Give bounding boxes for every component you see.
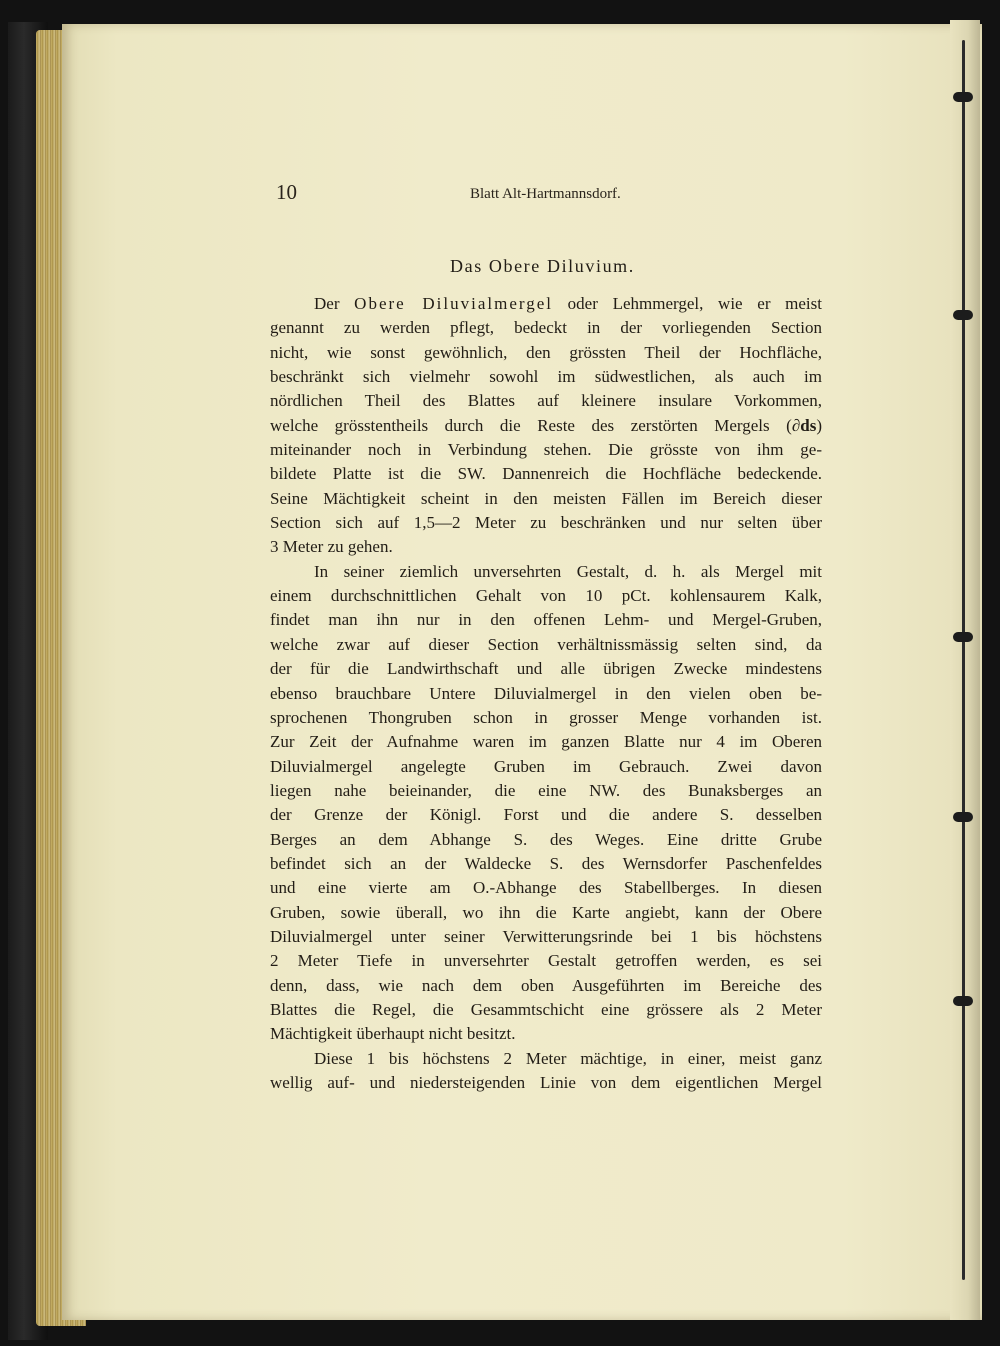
text-line: Mächtigkeit überhaupt nicht besitzt. bbox=[270, 1024, 516, 1044]
text-line: Gruben, sowie überall, wo ihn die Karte angiebt, kann der Obere bbox=[270, 902, 822, 922]
text-line: Berges an dem Abhange S. des Weges. Eine dritte Grube bbox=[270, 829, 822, 849]
text-line: 3 Meter zu gehen. bbox=[270, 537, 393, 557]
body-text bbox=[270, 292, 822, 1095]
binding-knot bbox=[953, 92, 973, 102]
text-line: ebenso brauchbare Untere Diluvialmergel in den vielen oben be- bbox=[270, 683, 822, 703]
running-title: Blatt Alt-Hartmannsdorf. bbox=[470, 186, 621, 202]
text-line: bildete Platte ist die SW. Dannenreich die Hochfläche bedeckende. bbox=[270, 464, 822, 484]
text-line: nicht, wie sonst gewöhnlich, den grössten Theil der Hochfläche, bbox=[270, 342, 822, 362]
text-fragment: ) bbox=[816, 415, 822, 435]
text-line: Seine Mächtigkeit scheint in den meisten Fällen im Bereich dieser bbox=[270, 488, 822, 508]
text-line: genannt zu werden pflegt, bedeckt in der vorliegenden Section bbox=[270, 318, 822, 338]
binding-knot bbox=[953, 310, 973, 320]
binding-knot bbox=[953, 812, 973, 822]
text-line: nördlichen Theil des Blattes auf kleinere insulare Vorkommen, bbox=[270, 391, 822, 411]
text-line: Diluvialmergel unter seiner Verwitterungsrinde bei 1 bis höchstens bbox=[270, 926, 822, 946]
text-line: einem durchschnittlichen Gehalt von 10 pCt. kohlensaurem Kalk, bbox=[270, 586, 822, 606]
text-line: miteinander noch in Verbindung stehen. Die grösste von ihm ge- bbox=[270, 440, 822, 460]
text-line: denn, dass, wie nach dem oben Ausgeführten im Bereiche des bbox=[270, 975, 822, 995]
text-line: Zur Zeit der Aufnahme waren im ganzen Blatte nur 4 im Oberen bbox=[270, 732, 822, 752]
text-line: sprochenen Thongruben schon in grosser Menge vorhanden ist. bbox=[270, 707, 822, 727]
map-symbol: ∂ds bbox=[791, 415, 817, 435]
text-line: In seiner ziemlich unversehrten Gestalt, d. h. als Mergel mit bbox=[314, 561, 822, 581]
text-line: beschränkt sich vielmehr sowohl im südwestlichen, als auch im bbox=[270, 367, 822, 387]
emphasized-term: Obere Diluvialmergel bbox=[354, 294, 553, 313]
text-line: der Grenze der Königl. Forst und die andere S. desselben bbox=[270, 805, 822, 825]
gutter-edge bbox=[950, 20, 980, 1320]
binding-thread bbox=[962, 40, 965, 1280]
text-line: der für die Landwirthschaft und alle übrigen Zwecke mindestens bbox=[270, 659, 822, 679]
paragraph bbox=[270, 560, 822, 1047]
section-title: Das Obere Diluvium. bbox=[450, 256, 635, 276]
text-fragment: welche grösstentheils durch die Reste des zerstörten Mergels ( bbox=[270, 415, 792, 435]
binding-knot bbox=[953, 632, 973, 642]
text-line: 2 Meter Tiefe in unversehrter Gestalt getroffen werden, es sei bbox=[270, 951, 822, 971]
paragraph bbox=[270, 292, 822, 560]
text-fragment: Der bbox=[314, 294, 355, 313]
binding-knot bbox=[953, 996, 973, 1006]
text-line: liegen nahe beieinander, die eine NW. des Bunaksberges an bbox=[270, 780, 822, 800]
text-line: Section sich auf 1,5—2 Meter zu beschränken und nur selten über bbox=[270, 513, 822, 533]
text-line: Blattes die Regel, die Gesammtschicht eine grössere als 2 Meter bbox=[270, 999, 822, 1019]
page-number: 10 bbox=[276, 180, 297, 204]
text-line: Diluvialmergel angelegte Gruben im Gebrauch. Zwei davon bbox=[270, 756, 822, 776]
text-line: wellig auf- und niedersteigenden Linie von dem eigentlichen Mergel bbox=[270, 1073, 822, 1092]
text-line: befindet sich an der Waldecke S. des Wernsdorfer Paschenfeldes bbox=[270, 853, 822, 873]
text-fragment: oder Lehmmergel, wie er meist bbox=[553, 294, 822, 313]
text-line: welche zwar auf dieser Section verhältnissmässig selten sind, da bbox=[270, 634, 822, 654]
text-line bbox=[270, 292, 822, 316]
text-line: und eine vierte am O.-Abhange des Stabellberges. In diesen bbox=[270, 878, 822, 898]
paragraph bbox=[270, 1047, 822, 1096]
text-line: Diese 1 bis höchstens 2 Meter mächtige, in einer, meist ganz bbox=[314, 1048, 822, 1068]
text-line: findet man ihn nur in den offenen Lehm- und Mergel-Gruben, bbox=[270, 610, 822, 630]
text-line bbox=[270, 414, 822, 438]
